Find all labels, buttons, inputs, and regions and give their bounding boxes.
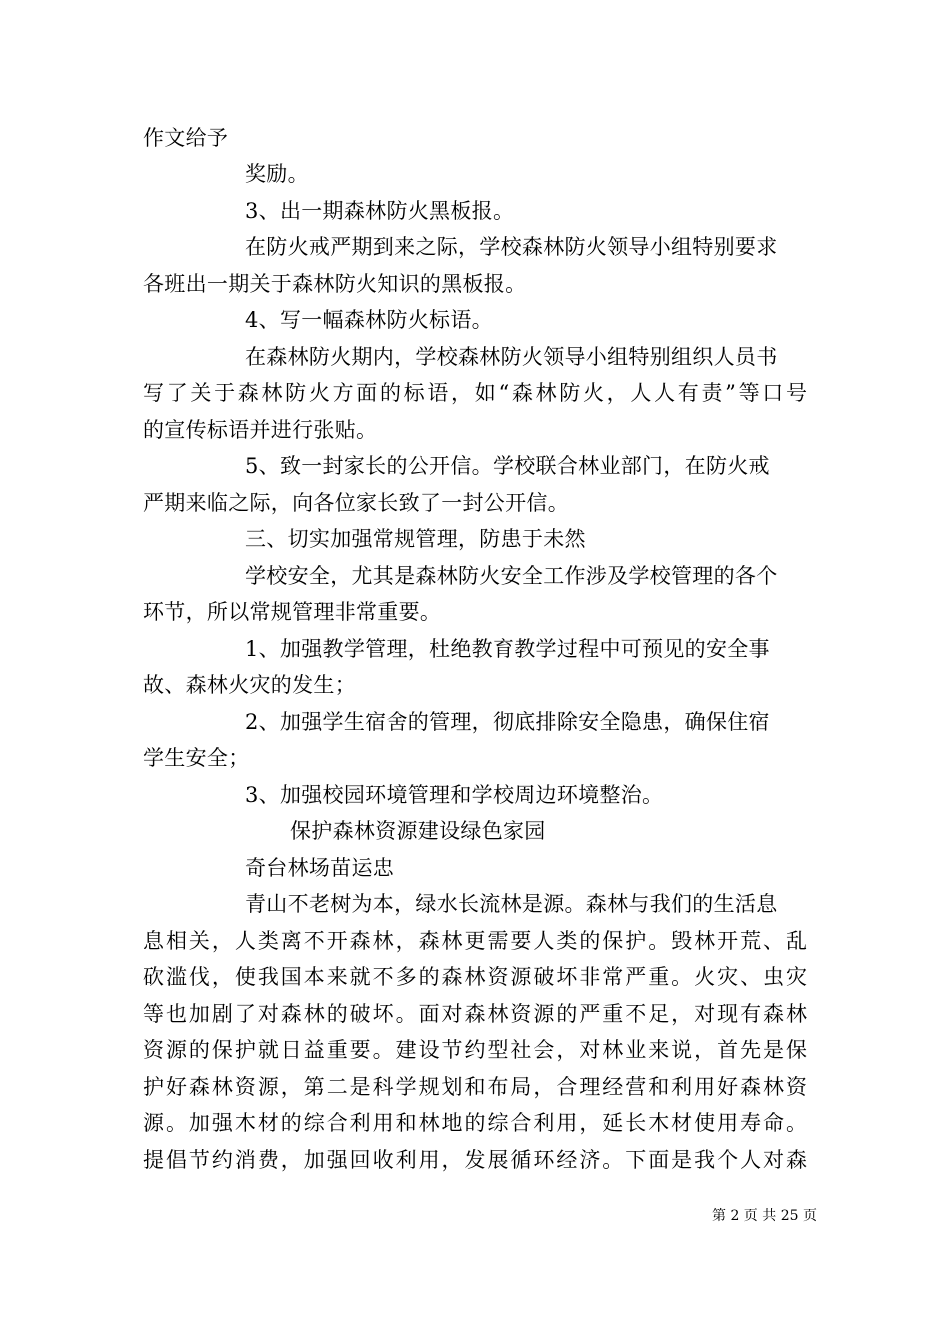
text-line: 环节，所以常规管理非常重要。	[143, 600, 442, 624]
text-line: 5、致一封家长的公开信。学校联合林业部门，在防火戒	[245, 454, 770, 478]
text-line: 学生安全；	[143, 746, 250, 770]
text-line: 2、加强学生宿舍的管理，彻底排除安全隐患，确保住宿	[245, 710, 770, 734]
text-line: 故、森林火灾的发生；	[143, 673, 356, 697]
text-line: 写了关于森林防火方面的标语，如“森林防火，人人有责”等口号	[143, 381, 807, 405]
article-title: 保护森林资源建设绿色家园	[290, 819, 546, 843]
text-line: 严期来临之际，向各位家长致了一封公开信。	[143, 491, 569, 515]
text-line: 4、写一幅森林防火标语。	[245, 308, 493, 332]
section-heading: 三、切实加强常规管理，防患于未然	[245, 527, 586, 551]
text-line: 提倡节约消费，加强回收利用，发展循环经济。下面是我个人对森	[143, 1148, 807, 1172]
text-line: 学校安全，尤其是森林防火安全工作涉及学校管理的各个	[245, 564, 778, 588]
page-number: 第 2 页 共 25 页	[712, 1208, 817, 1224]
text-line: 护好森林资源，第二是科学规划和布局，合理经营和利用好森林资	[143, 1075, 807, 1099]
article-author: 奇台林场苗运忠	[245, 856, 395, 880]
text-line: 奖励。	[245, 162, 309, 186]
text-line: 在森林防火期内，学校森林防火领导小组特别组织人员书	[245, 345, 778, 369]
text-line: 等也加剧了对森林的破坏。面对森林资源的严重不足，对现有森林	[143, 1002, 807, 1026]
text-line: 3、加强校园环境管理和学校周边环境整治。	[245, 783, 664, 807]
text-line: 作文给予	[143, 126, 229, 150]
text-line: 息相关，人类离不开森林，森林更需要人类的保护。毁林开荒、乱	[143, 929, 807, 953]
text-line: 源。加强木材的综合利用和林地的综合利用，延长木材使用寿命。	[143, 1111, 807, 1135]
text-line: 资源的保护就日益重要。建设节约型社会，对林业来说，首先是保	[143, 1038, 807, 1062]
text-line: 1、加强教学管理，杜绝教育教学过程中可预见的安全事	[245, 637, 770, 661]
text-line: 3、出一期森林防火黑板报。	[245, 199, 515, 223]
text-line: 的宣传标语并进行张贴。	[143, 418, 378, 442]
text-line: 各班出一期关于森林防火知识的黑板报。	[143, 272, 527, 296]
text-line: 在防火戒严期到来之际，学校森林防火领导小组特别要求	[245, 235, 778, 259]
text-line: 青山不老树为本，绿水长流林是源。森林与我们的生活息	[245, 892, 778, 916]
text-line: 砍滥伐，使我国本来就不多的森林资源破坏非常严重。火灾、虫灾	[143, 965, 807, 989]
